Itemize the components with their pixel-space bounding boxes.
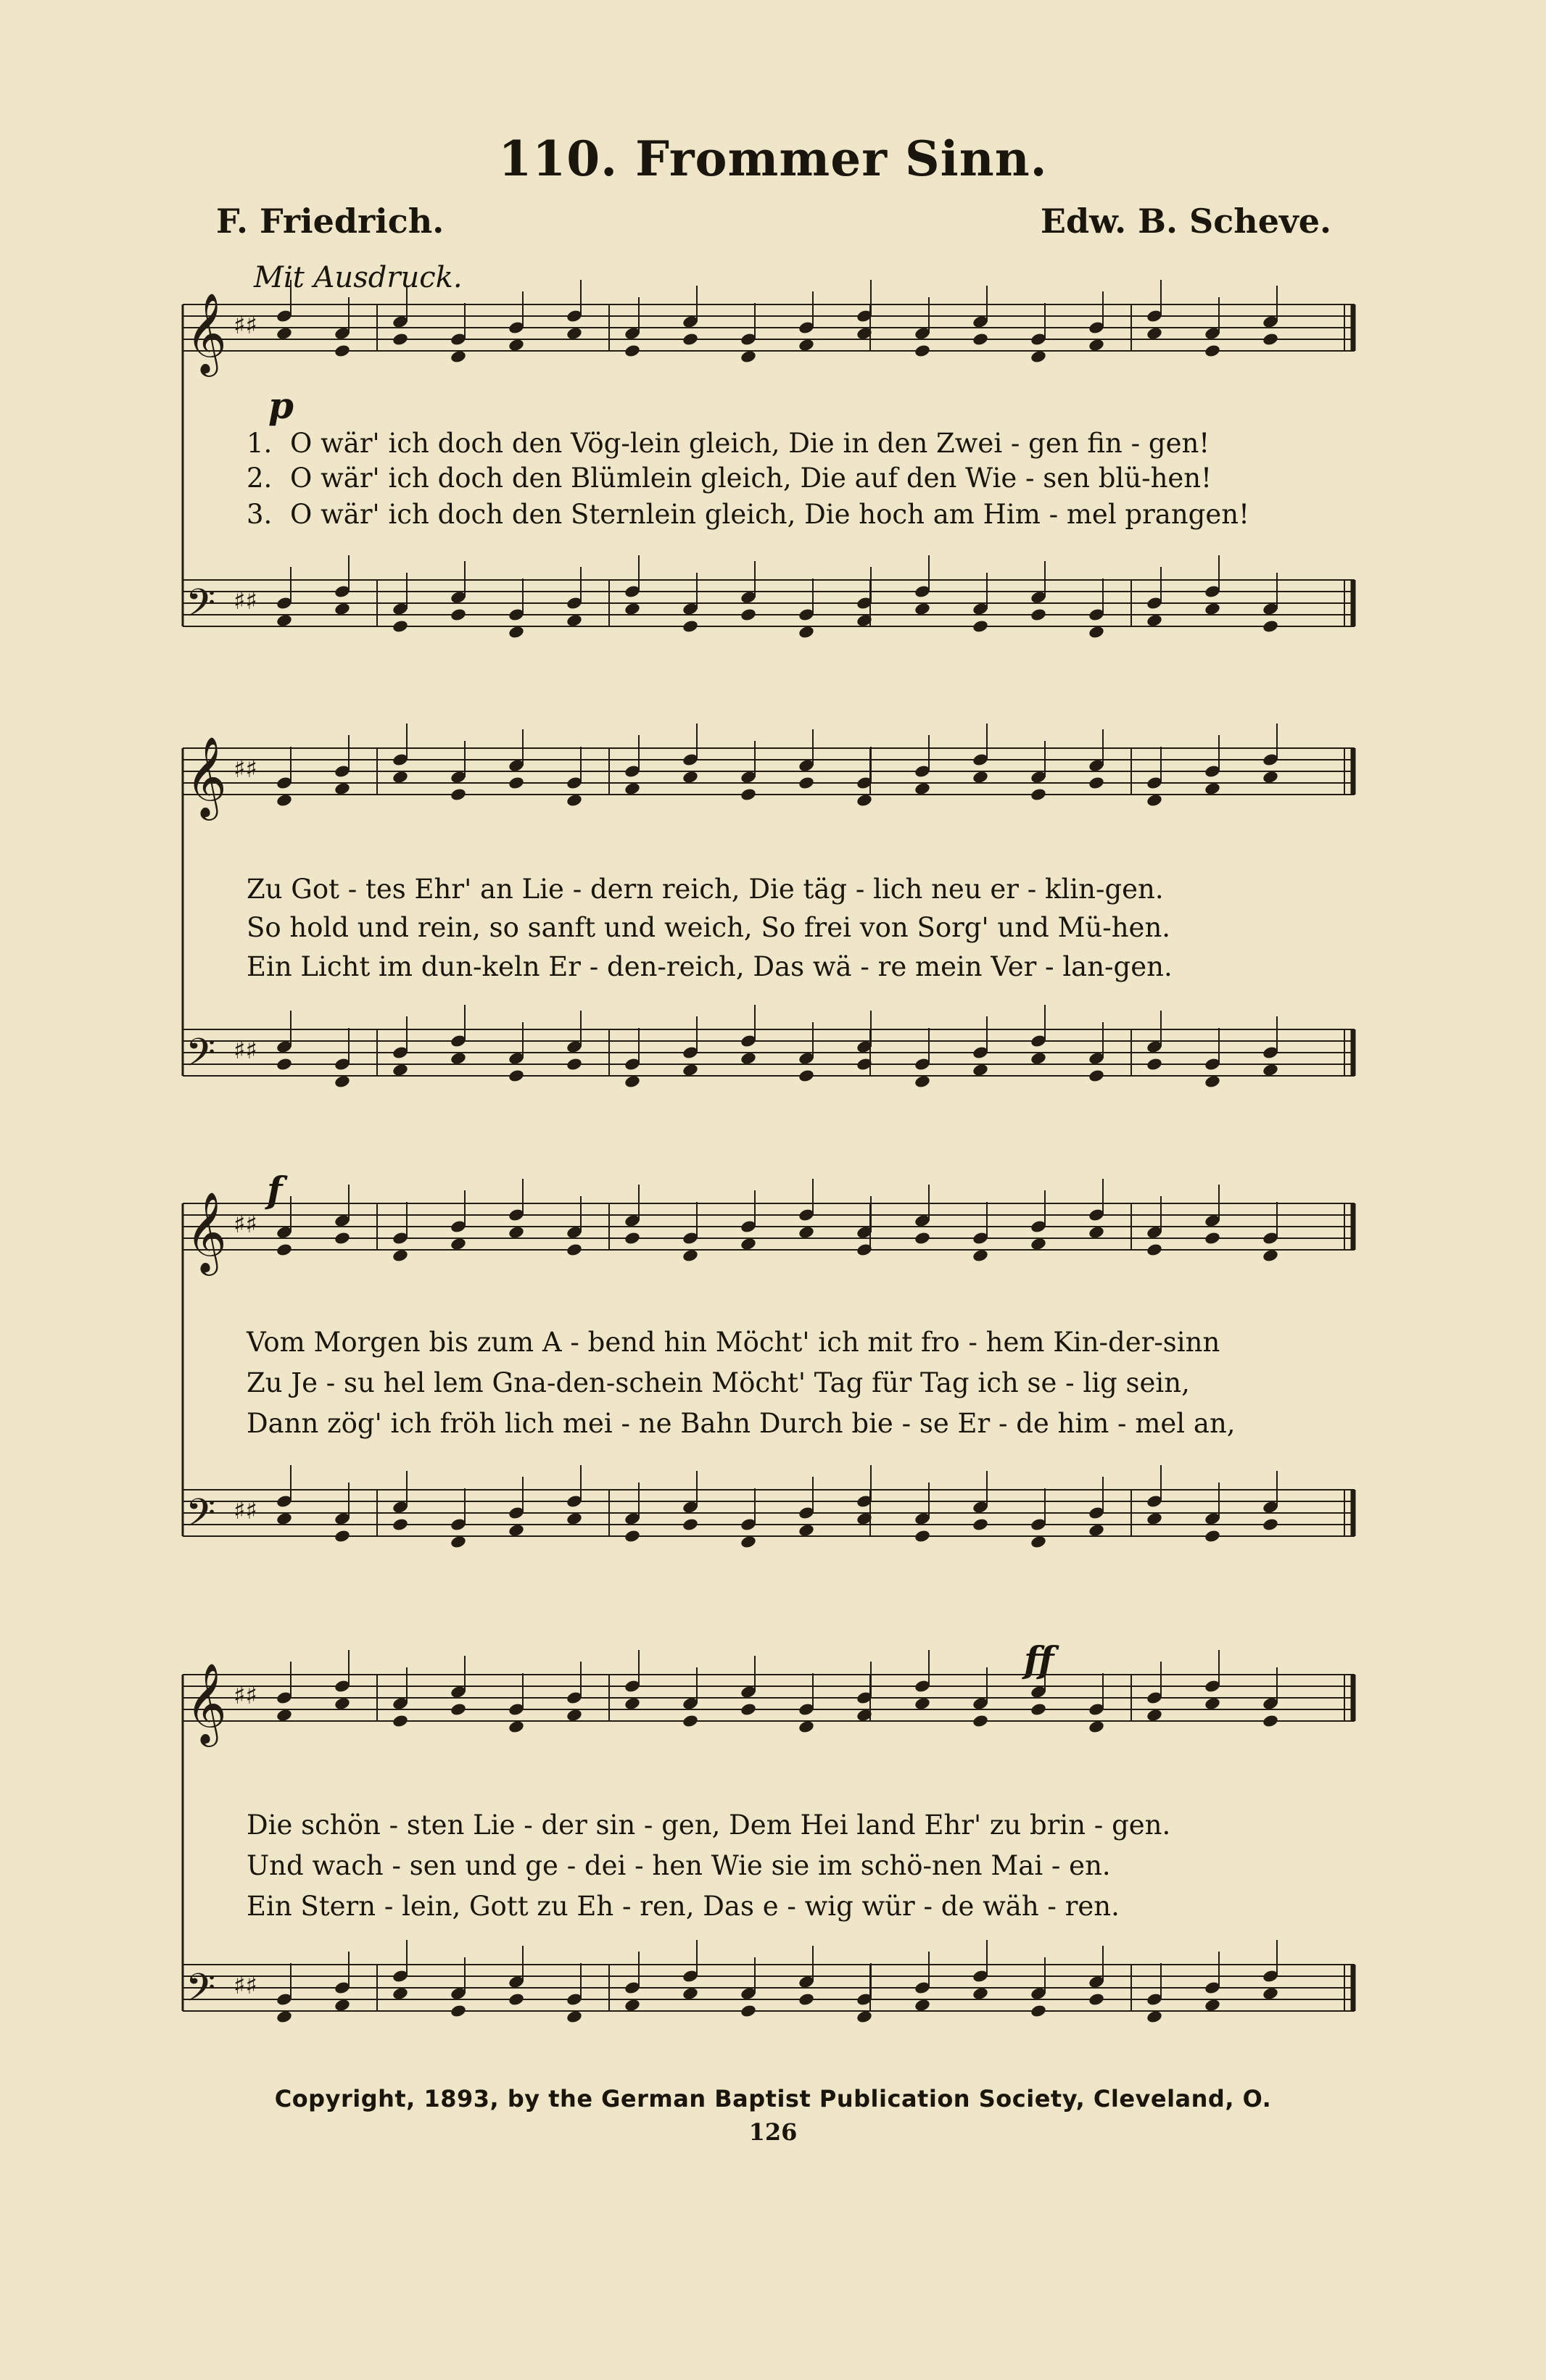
treble-clef: 𝄞	[186, 1191, 227, 1272]
note-head	[1204, 1998, 1221, 2012]
dynamic-forte: f	[267, 1169, 283, 1211]
note-head	[508, 625, 525, 639]
note-head	[682, 1517, 699, 1532]
note-head	[1088, 1523, 1105, 1538]
note-head	[682, 1714, 699, 1728]
note-head	[1262, 619, 1279, 634]
note-head	[392, 1714, 409, 1728]
note-head	[1030, 1051, 1047, 1066]
note-head	[914, 1231, 931, 1245]
note-head	[1030, 787, 1047, 802]
note-head	[1204, 602, 1221, 616]
lyric-line: Ein Stern - lein, Gott zu Eh - ren, Das e - wig wür - de wäh - ren.	[247, 1891, 1120, 1922]
note-head	[1262, 1714, 1279, 1728]
note-head	[566, 793, 583, 808]
note-head	[1204, 1074, 1221, 1089]
note-head	[972, 1986, 989, 2001]
note-head	[798, 1720, 815, 1734]
note-head	[798, 1523, 815, 1538]
lyric-line: Zu Got - tes Ehr' an Lie - dern reich, Die täg - lich neu er - klin-gen.	[247, 874, 1164, 905]
note-head	[798, 1992, 815, 2007]
note-head	[508, 338, 525, 352]
bass-clef: 𝄢	[186, 1966, 216, 2020]
note-head	[566, 1512, 583, 1526]
note-head	[1146, 2010, 1163, 2024]
poet-credit: F. Friedrich.	[216, 202, 445, 241]
key-signature: ♯♯	[233, 1496, 257, 1525]
note-head	[914, 1074, 931, 1089]
note-head	[1088, 338, 1105, 352]
note-head	[798, 1069, 815, 1083]
note-head	[972, 332, 989, 347]
note-head	[276, 613, 293, 628]
note-head	[914, 1696, 931, 1711]
note-head	[334, 1231, 351, 1245]
note-head	[566, 2010, 583, 2024]
key-signature: ♯♯	[233, 1210, 257, 1239]
composer-credit: Edw. B. Scheve.	[1040, 202, 1331, 241]
note-head	[392, 619, 409, 634]
note-head	[798, 625, 815, 639]
note-head	[1088, 1720, 1105, 1734]
note-head	[334, 602, 351, 616]
note-head	[450, 1535, 467, 1549]
note-head	[624, 781, 641, 796]
note-head	[1030, 1702, 1047, 1717]
note-head	[508, 1720, 525, 1734]
note-head	[334, 1529, 351, 1543]
note-head	[276, 326, 293, 341]
note-head	[334, 1696, 351, 1711]
note-head	[1204, 1231, 1221, 1245]
note-head	[508, 1523, 525, 1538]
key-signature: ♯♯	[233, 586, 257, 615]
note-head	[566, 326, 583, 341]
note-head	[1146, 1243, 1163, 1257]
note-head	[1030, 1237, 1047, 1251]
note-head	[856, 2010, 873, 2024]
note-head	[276, 1512, 293, 1526]
treble-clef: 𝄞	[186, 736, 227, 817]
dynamic-piano: p	[268, 384, 294, 427]
lyric-line: 2. O wär' ich doch den Blümlein gleich, Die auf den Wie - sen blü-hen!	[247, 463, 1212, 494]
note-head	[1146, 1512, 1163, 1526]
note-head	[740, 1051, 757, 1066]
note-head	[392, 332, 409, 347]
note-head	[1262, 1248, 1279, 1263]
lyric-line: Ein Licht im dun-keln Er - den-reich, Das wä - re mein Ver - lan-gen.	[247, 951, 1173, 982]
treble-clef: 𝄞	[186, 292, 227, 373]
key-signature: ♯♯	[233, 1971, 257, 2000]
note-head	[972, 1063, 989, 1077]
note-head	[740, 349, 757, 364]
lyric-line: Zu Je - su hel lem Gna-den-schein Möcht' Tag für Tag ich se - lig sein,	[247, 1367, 1190, 1398]
note-head	[508, 1992, 525, 2007]
lyric-line: 3. O wär' ich doch den Sternlein gleich, Die hoch am Him - mel prangen!	[247, 499, 1249, 530]
note-head	[450, 2004, 467, 2018]
note-head	[334, 1074, 351, 1089]
note-head	[1146, 326, 1163, 341]
note-head	[798, 776, 815, 790]
bass-clef: 𝄢	[186, 581, 216, 635]
note-head	[682, 332, 699, 347]
note-head	[914, 781, 931, 796]
copyright-notice: Copyright, 1893, by the German Baptist Publication Society, Cleveland, O.	[274, 2085, 1272, 2112]
key-signature: ♯♯	[233, 311, 257, 340]
tempo-marking: Mit Ausdruck.	[254, 261, 463, 294]
note-head	[914, 1529, 931, 1543]
note-head	[624, 1696, 641, 1711]
note-head	[1030, 608, 1047, 622]
note-head	[276, 1243, 293, 1257]
note-head	[972, 770, 989, 784]
lyric-line: So hold und rein, so sanft und weich, So frei von Sorg' und Mü-hen.	[247, 912, 1171, 943]
note-head	[856, 793, 873, 808]
note-head	[972, 619, 989, 634]
note-head	[1262, 770, 1279, 784]
note-head	[682, 1248, 699, 1263]
note-head	[392, 770, 409, 784]
note-head	[276, 793, 293, 808]
note-head	[1146, 793, 1163, 808]
note-head	[972, 1248, 989, 1263]
key-signature: ♯♯	[233, 1036, 257, 1065]
note-head	[1262, 1986, 1279, 2001]
note-head	[450, 1051, 467, 1066]
note-head	[1088, 1992, 1105, 2007]
note-head	[740, 1237, 757, 1251]
note-head	[1088, 625, 1105, 639]
note-head	[624, 1231, 641, 1245]
note-head	[450, 787, 467, 802]
note-head	[334, 781, 351, 796]
note-head	[392, 1986, 409, 2001]
note-head	[972, 1517, 989, 1532]
note-head	[276, 1708, 293, 1722]
key-signature: ♯♯	[233, 755, 257, 784]
dynamic-fortissimo: ff	[1024, 1638, 1054, 1681]
note-head	[450, 349, 467, 364]
note-head	[334, 344, 351, 358]
lyric-line: Und wach - sen und ge - dei - hen Wie sie im schö-nen Mai - en.	[247, 1850, 1111, 1881]
note-head	[682, 1986, 699, 2001]
note-head	[624, 602, 641, 616]
note-head	[1204, 781, 1221, 796]
note-head	[624, 1074, 641, 1089]
lyric-line: Die schön - sten Lie - der sin - gen, Dem Hei land Ehr' zu brin - gen.	[247, 1809, 1171, 1841]
note-head	[1204, 344, 1221, 358]
note-head	[1030, 2004, 1047, 2018]
note-head	[1262, 332, 1279, 347]
hymn-title: 110. Frommer Sinn.	[498, 130, 1048, 187]
note-head	[1262, 1063, 1279, 1077]
note-head	[392, 1063, 409, 1077]
note-head	[914, 602, 931, 616]
page-number: 126	[748, 2118, 798, 2146]
note-head	[334, 1998, 351, 2012]
note-head	[682, 1063, 699, 1077]
note-head	[1088, 1069, 1105, 1083]
note-head	[914, 344, 931, 358]
note-head	[450, 608, 467, 622]
note-head	[682, 619, 699, 634]
note-head	[1146, 1057, 1163, 1071]
note-head	[682, 770, 699, 784]
note-head	[624, 344, 641, 358]
lyric-line: Vom Morgen bis zum A - bend hin Möcht' ich mit fro - hem Kin-der-sinn	[247, 1327, 1220, 1358]
note-head	[450, 1702, 467, 1717]
note-head	[1262, 1517, 1279, 1532]
note-head	[450, 1237, 467, 1251]
note-head	[972, 1714, 989, 1728]
note-head	[276, 1057, 293, 1071]
note-head	[798, 1225, 815, 1240]
note-head	[566, 1243, 583, 1257]
note-head	[566, 1708, 583, 1722]
note-head	[1030, 1535, 1047, 1549]
bass-clef: 𝄢	[186, 1031, 216, 1085]
note-head	[508, 1069, 525, 1083]
note-head	[1088, 1225, 1105, 1240]
note-head	[624, 1529, 641, 1543]
note-head	[624, 1998, 641, 2012]
note-head	[392, 1248, 409, 1263]
note-head	[1088, 776, 1105, 790]
note-head	[1030, 349, 1047, 364]
treble-clef: 𝄞	[186, 1662, 227, 1743]
note-head	[1146, 1708, 1163, 1722]
lyric-line: 1. O wär' ich doch den Vög-lein gleich, Die in den Zwei - gen fin - gen!	[247, 428, 1210, 459]
note-head	[740, 787, 757, 802]
note-head	[914, 1998, 931, 2012]
note-head	[508, 1225, 525, 1240]
note-head	[740, 2004, 757, 2018]
note-head	[740, 1535, 757, 1549]
key-signature: ♯♯	[233, 1681, 257, 1710]
note-head	[392, 1517, 409, 1532]
note-head	[798, 338, 815, 352]
note-head	[566, 1057, 583, 1071]
note-head	[1146, 613, 1163, 628]
note-head	[1204, 1529, 1221, 1543]
lyric-line: Dann zög' ich fröh lich mei - ne Bahn Durch bie - se Er - de him - mel an,	[247, 1408, 1236, 1439]
note-head	[276, 2010, 293, 2024]
note-head	[566, 613, 583, 628]
note-head	[1204, 1696, 1221, 1711]
note-head	[740, 608, 757, 622]
bass-clef: 𝄢	[186, 1491, 216, 1545]
note-head	[508, 776, 525, 790]
note-head	[740, 1702, 757, 1717]
